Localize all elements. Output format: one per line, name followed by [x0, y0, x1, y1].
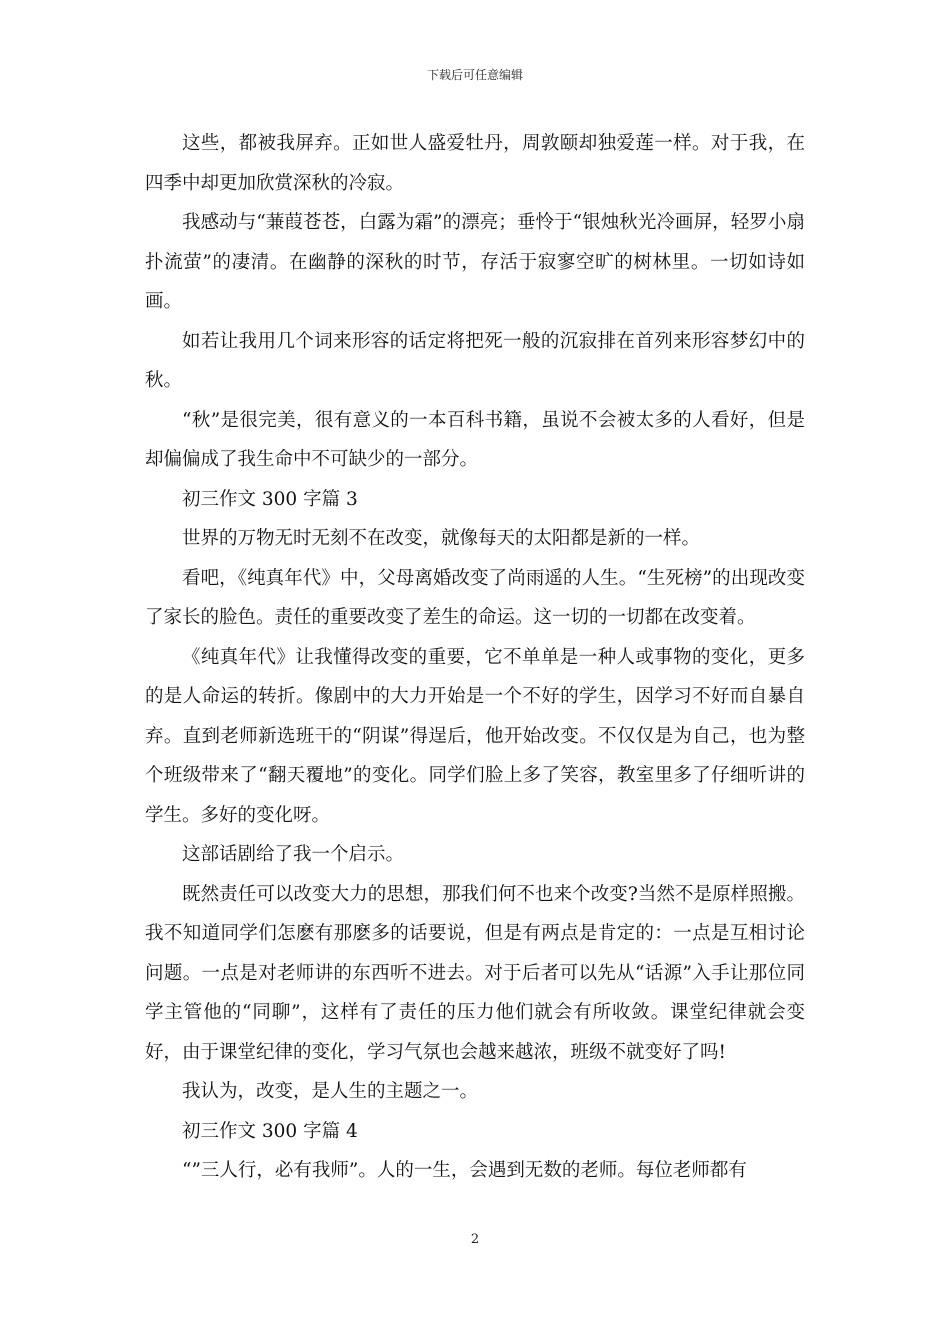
section-heading: 初三作文 300 字篇 3 [182, 488, 358, 510]
paragraph: 如若让我用几个词来形容的话定将把死一般的沉寂排在首列来形容梦幻中的秋。 [145, 330, 805, 391]
paragraph: “秋”是很完美，很有意义的一本百科书籍，虽说不会被太多的人看好，但是却偏偏成了我生命中不可缺少的一部分。 [145, 409, 805, 470]
paragraph: 世界的万物无时无刻不在改变，就像每天的太阳都是新的一样。 [182, 528, 701, 549]
paragraph: 《纯真年代》让我懂得改变的重要，它不单单是一种人或事物的变化，更多的是人命运的转折。像剧中的大力开始是一个不好的学生，因学习不好而自暴自弃。直到老师新选班干的“阴谋”得逞后，他开始改变。不仅仅是为自己，也为整个班级带来了“翻天覆地”的变化。同学们脸上多了笑容，教室里多了仔细听讲的学生。多好的变化呀。 [145, 646, 805, 826]
page-header: 下载后可任意编辑 [426, 68, 523, 82]
paragraph: “”三人行，必有我师”。人的一生，会遇到无数的老师。每位老师都有 [182, 1160, 747, 1181]
paragraph: 看吧，《纯真年代》中，父母离婚改变了尚雨遥的人生。“生死榜”的出现改变了家长的脸色。责任的重要改变了差生的命运。这一切的一切都在改变着。 [145, 567, 805, 628]
paragraph: 既然责任可以改变大力的思想，那我们何不也来个改变?当然不是原样照搬。我不知道同学们怎麽有那麽多的话要说，但是有两点是肯定的：一点是互相讨论问题。一点是对老师讲的东西听不进去。对于后者可以先从“话源”入手让那位同学主管他的“同聊”，这样有了责任的压力他们就会有所收敛。课堂纪律就会变好，由于课堂纪律的变化，学习气氛也会越来越浓，班级不就变好了吗! [145, 883, 805, 1063]
paragraph: 我感动与“蒹葭苍苍，白露为霜”的漂亮；垂怜于“银烛秋光冷画屏，轻罗小扇扑流萤”的凄清。在幽静的深秋的时节，存活于寂寥空旷的树林里。一切如诗如画。 [145, 212, 805, 312]
paragraph: 这部话剧给了我一个启示。 [182, 844, 405, 865]
document-body [145, 124, 805, 1191]
section-heading: 初三作文 300 字篇 4 [182, 1120, 358, 1142]
paragraph: 我认为，改变，是人生的主题之一。 [182, 1081, 479, 1102]
paragraph: 这些，都被我屏弃。正如世人盛爱牡丹，周敦颐却独爱莲一样。对于我，在四季中却更加欣赏深秋的冷寂。 [145, 133, 805, 194]
page-number: 2 [470, 1232, 480, 1247]
